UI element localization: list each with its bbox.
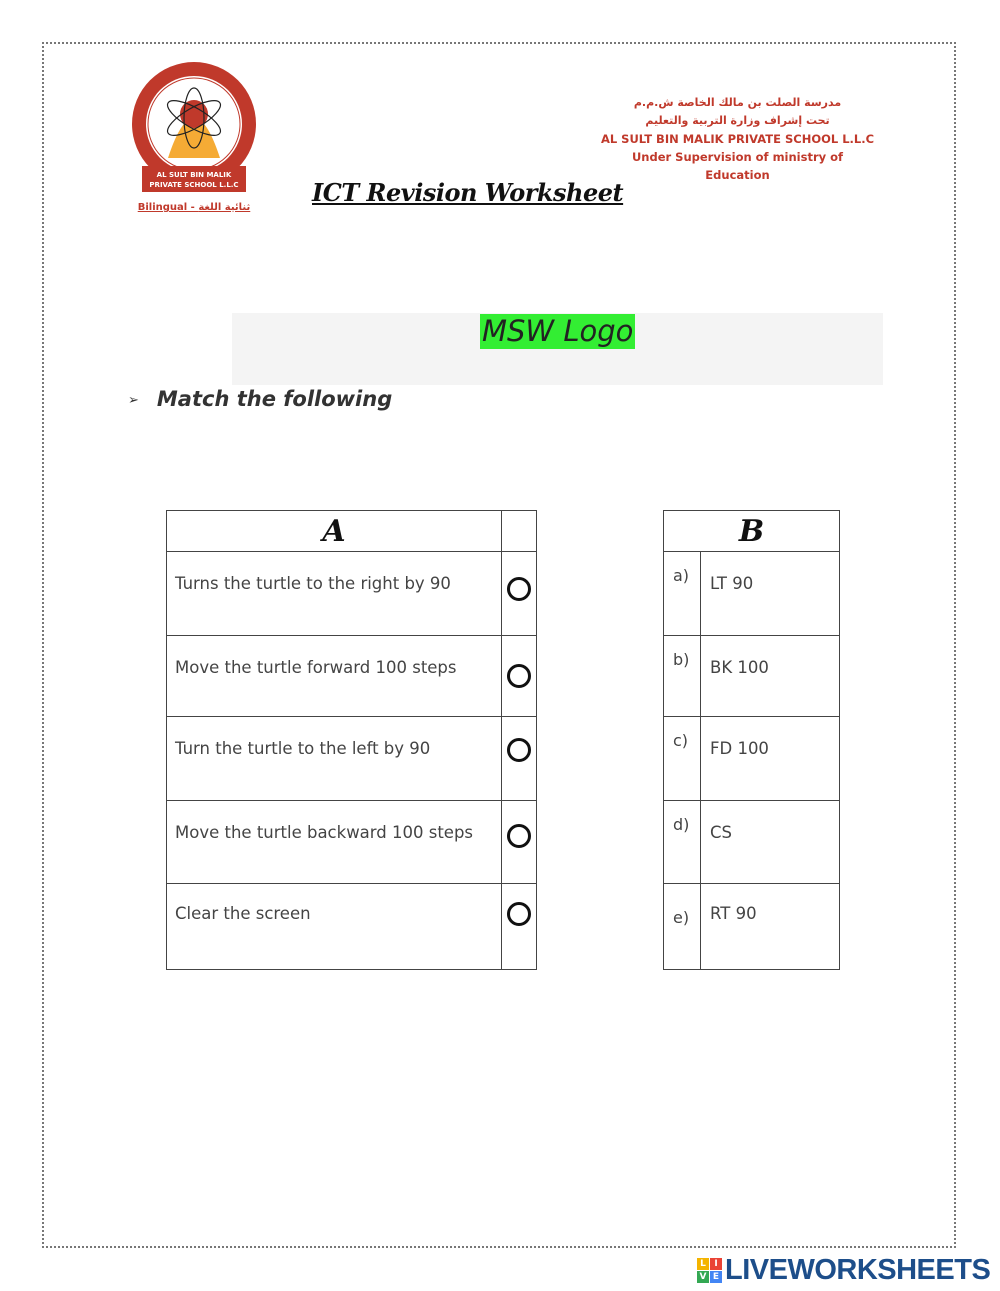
header-english-1: AL SULT BIN MALIK PRIVATE SCHOOL L.L.C — [600, 132, 875, 146]
table-a-header-blank — [502, 511, 537, 552]
option-a[interactable]: LT 90 — [701, 552, 840, 636]
table-b — [663, 510, 840, 970]
option-e[interactable]: RT 90 — [701, 884, 840, 970]
match-point-3[interactable] — [502, 717, 537, 801]
table-row — [664, 552, 840, 636]
table-row — [664, 636, 840, 717]
logo-text-2: PRIVATE SCHOOL L.L.C — [149, 181, 239, 189]
circle-icon[interactable] — [507, 664, 531, 688]
statement-2: Move the turtle forward 100 steps — [167, 636, 502, 717]
statement-4: Move the turtle backward 100 steps — [167, 801, 502, 884]
circle-icon[interactable] — [507, 824, 531, 848]
statement-3: Turn the turtle to the left by 90 — [167, 717, 502, 801]
statement-5: Clear the screen — [167, 884, 502, 970]
statement-1: Turns the turtle to the right by 90 — [167, 552, 502, 636]
match-point-4[interactable] — [502, 801, 537, 884]
option-letter-a: a) — [664, 552, 701, 636]
worksheet-title: ICT Revision Worksheet — [312, 178, 624, 207]
circle-icon[interactable] — [507, 577, 531, 601]
logo-text-1: AL SULT BIN MALIK — [156, 171, 232, 179]
topic-heading: MSW Logo — [482, 314, 634, 348]
option-letter-b: b) — [664, 636, 701, 717]
table-row — [167, 552, 537, 636]
instruction — [128, 387, 392, 411]
option-c[interactable]: FD 100 — [701, 717, 840, 801]
arrow-bullet-icon: ➢ — [128, 392, 139, 408]
liveworksheets-logo-icon — [697, 1258, 722, 1283]
instruction-text: Match the following — [156, 387, 393, 411]
option-letter-e: e) — [664, 884, 701, 970]
logo-bilingual: Bilingual - ثنائية اللغة — [137, 202, 251, 213]
school-logo — [128, 58, 260, 218]
option-letter-d: d) — [664, 801, 701, 884]
table-row — [664, 884, 840, 970]
table-a-header: A — [167, 511, 502, 552]
match-point-5[interactable] — [502, 884, 537, 970]
liveworksheets-brand — [697, 1255, 990, 1285]
table-row — [664, 717, 840, 801]
logo-mark-letter: E — [710, 1271, 722, 1283]
table-a — [166, 510, 537, 970]
circle-icon[interactable] — [507, 902, 531, 926]
logo-mark-letter: L — [697, 1258, 709, 1270]
table-row — [167, 636, 537, 717]
table-row — [664, 801, 840, 884]
logo-mark-letter: V — [697, 1271, 709, 1283]
header-english-2: Under Supervision of ministry of Education — [631, 150, 844, 182]
table-row — [167, 717, 537, 801]
header-arabic-2: تحت إشراف وزارة التربية والتعليم — [645, 114, 830, 127]
school-header — [600, 94, 875, 184]
circle-icon[interactable] — [507, 738, 531, 762]
header-arabic-1: مدرسة الصلت بن مالك الخاصة ش.م.م — [633, 96, 842, 109]
option-letter-c: c) — [664, 717, 701, 801]
match-point-1[interactable] — [502, 552, 537, 636]
table-row — [167, 801, 537, 884]
match-point-2[interactable] — [502, 636, 537, 717]
option-b[interactable]: BK 100 — [701, 636, 840, 717]
option-d[interactable]: CS — [701, 801, 840, 884]
table-row — [167, 884, 537, 970]
logo-mark-letter: I — [710, 1258, 722, 1270]
table-b-header: B — [664, 511, 840, 552]
liveworksheets-wordmark: LIVEWORKSHEETS — [725, 1253, 991, 1286]
